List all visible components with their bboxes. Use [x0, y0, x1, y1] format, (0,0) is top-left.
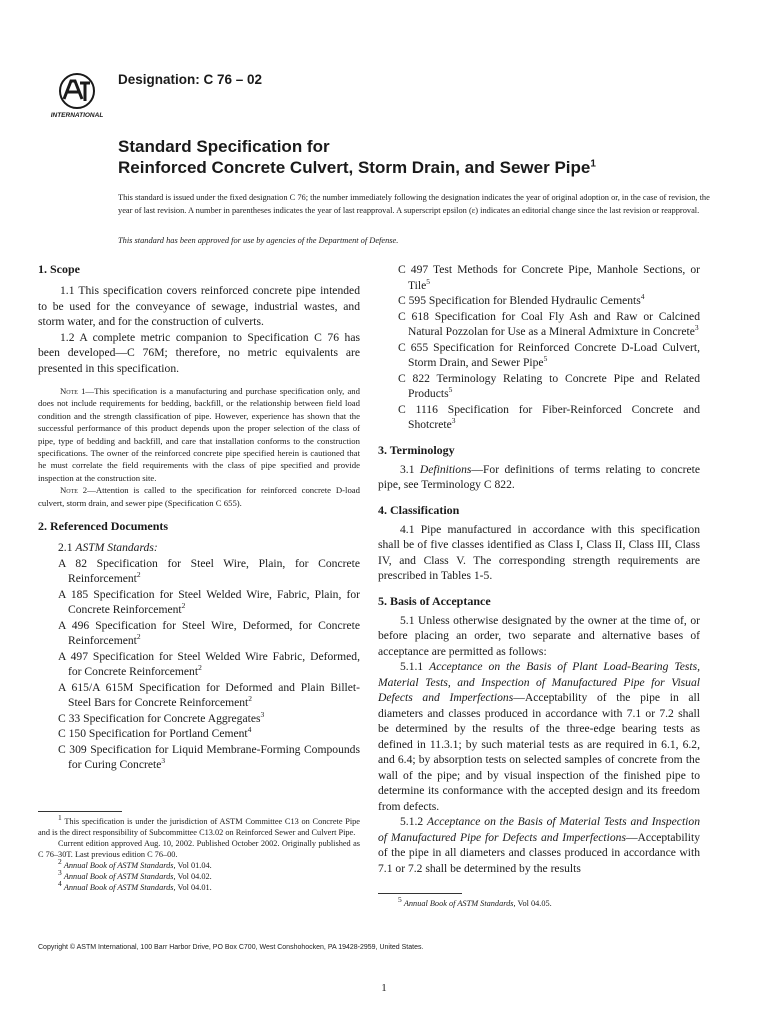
footnote-4: $^4$ Annual Book of ASTM Standards, Vol 04.01.: [58, 879, 212, 892]
astm-logo: [42, 71, 112, 119]
issued-notice: This standard is issued under the fixed designation C 76; the number immediately following the designation indicates the year of original adoption or, in the case of revision, the year of last revision. A number in parentheses indicates the year of last reapproval. A superscript epsilon (ε) indicates an editorial change since the last revision or reapproval.: [118, 193, 710, 215]
ref-c150: C 150 Specification for Portland Cement$^4$: [58, 725, 252, 741]
ref-a82: A 82 Specification for Steel Wire, Plain, for Concrete Reinforcement$^2$: [58, 556, 360, 586]
ref-c33: C 33 Specification for Concrete Aggregates$^3$: [58, 709, 265, 725]
ref-a496: A 496 Specification for Steel Wire, Deformed, for Concrete Reinforcement$^2$: [58, 618, 360, 648]
page-number: 1: [381, 982, 387, 994]
footnote-rule-right: [378, 893, 462, 894]
ref-a497: A 497 Specification for Steel Welded Wire Fabric, Deformed, for Concrete Reinforcement$^2$: [58, 649, 360, 679]
astm-standards-label: 2.1 ASTM Standards:: [58, 541, 158, 555]
ref-c1116: C 1116 Specification for Fiber-Reinforced Concrete and Shotcrete$^3$: [398, 402, 700, 431]
section-heading-referenced: 2. Referenced Documents: [38, 519, 169, 534]
left-column: [38, 262, 360, 773]
acceptance-para-5-1: 5.1 Unless otherwise designated by the owner at the time of, or before placing an order, two separate and alternative bases of acceptance are permitted as follows:: [378, 613, 700, 658]
footnote-1: $^1$ This specification is under the jurisdiction of ASTM Committee C13 on Concrete Pipe and is the direct responsibility of Subcommittee C13.02 on Reinforced Sewer and Culvert Pipe.: [38, 813, 360, 837]
terminology-para-3-1: 3.1 Definitions—For definitions of terms relating to concrete pipe, see Terminology C 822.: [378, 462, 700, 491]
document-title: [118, 136, 718, 178]
footnote-2: $^2$ Annual Book of ASTM Standards, Vol 01.04.: [58, 857, 212, 870]
footnote-5: $^5$ Annual Book of ASTM Standards, Vol 04.05.: [398, 895, 552, 908]
acceptance-para-5-1-2: 5.1.2 Acceptance on the Basis of Material Tests and Inspection of Manufactured Pipe for Defects and Imperfections—Acceptability of the pipe in all diameters and classes produced in accordance with 7.1 or 7.2 shall be determined by the results: [378, 815, 700, 875]
approved-notice: This standard has been approved for use by agencies of the Department of Defense.: [118, 236, 399, 245]
section-heading-classification: 4. Classification: [378, 502, 460, 517]
footnotes-right: [378, 895, 700, 909]
logo-text: INTERNATIONAL: [50, 112, 104, 119]
right-column: [378, 262, 700, 876]
section-heading-acceptance: 5. Basis of Acceptance: [378, 593, 491, 608]
footnote-rule: [38, 811, 122, 812]
section-heading-scope: 1. Scope: [38, 262, 80, 276]
ref-c497: C 497 Test Methods for Concrete Pipe, Manhole Sections, or Tile$^5$: [398, 263, 700, 292]
ref-c618: C 618 Specification for Coal Fly Ash and Raw or Calcined Natural Pozzolan for Use as a Mineral Admixture in Concrete$^3$: [398, 309, 700, 338]
ref-c595: C 595 Specification for Blended Hydraulic Cements$^4$: [398, 292, 645, 307]
title-footnote-mark: 1: [590, 158, 596, 170]
classification-para-4-1: 4.1 Pipe manufactured in accordance with this specification shall be of five classes identified as Class I, Class II, Class III, Class IV, and Class V. The corresponding strength requirements are prescribed in Tables 1-5.: [378, 522, 700, 582]
note-1: Note 1—This specification is a manufacturing and purchase specification only, and does not include requirements for bedding, backfill, or the relationship between field load condition and the strength classification of pipe. However, experience has shown that the successful performance of this product depends upon the proper selection of the class of pipe, type of bedding and backfill, and care that installation conforms to the construction specifications. The owner of the reinforced concrete pipe specified herein is cautioned that he must correlate the field requirements with the class of pipe specified and provide inspection at the construction site.: [38, 386, 360, 483]
footnote-3: $^3$ Annual Book of ASTM Standards, Vol 04.02.: [58, 868, 212, 881]
ref-c655: C 655 Specification for Reinforced Concrete D-Load Culvert, Storm Drain, and Sewer Pipe$^5$: [398, 340, 700, 369]
section-heading-terminology: 3. Terminology: [378, 442, 455, 457]
footnote-1-edition: Current edition approved Aug. 10, 2002. Published October 2002. Originally published as C 76–30T. Last previous edition C 76–00.: [38, 839, 360, 859]
scope-para-1-2: 1.2 A complete metric companion to Specification C 76 has been developed—C 76M; therefore, no metric equivalents are presented in this specification.: [38, 330, 360, 375]
copyright-notice: Copyright © ASTM International, 100 Barr Harbor Drive, PO Box C700, West Conshohocken, PA 19428-2959, United States.: [38, 944, 424, 951]
footnotes-left: [38, 813, 360, 893]
ref-c822: C 822 Terminology Relating to Concrete Pipe and Related Products$^5$: [398, 371, 700, 400]
acceptance-para-5-1-1: 5.1.1 Acceptance on the Basis of Plant Load-Bearing Tests, Material Tests, and Inspection of Manufactured Pipe for Visual Defects and Imperfections—Acceptability of the pipe in all diameters and classes produced in accordance with 7.1 or 7.2 shall be determined by the results of the three-edge bearing tests as defined in 11.3.1; by such material tests as are required in 6.1, 6.2, and 6.4; by absorption tests on selected samples of concrete from the wall of the pipe; and by visual inspection of the finished pipe to determine its conformance with the accepted design and its freedom from defects.: [378, 660, 701, 813]
title-line-2: Reinforced Concrete Culvert, Storm Drain, and Sewer Pipe$^1$: [118, 158, 596, 177]
ref-a615: A 615/A 615M Specification for Deformed and Plain Billet-Steel Bars for Concrete Reinforcement$^2$: [58, 680, 360, 710]
scope-para-1-1: 1.1 This specification covers reinforced concrete pipe intended to be used for the conveyance of sewage, industrial wastes, and storm water, and for the construction of culverts.: [38, 284, 360, 328]
ref-c309: C 309 Specification for Liquid Membrane-Forming Compounds for Curing Concrete$^3$: [58, 742, 360, 772]
title-line-1: Standard Specification for: [118, 137, 330, 156]
ref-a185: A 185 Specification for Steel Welded Wire, Fabric, Plain, for Concrete Reinforcement$^2$: [58, 587, 360, 617]
note-2: Note 2—Attention is called to the specification for reinforced concrete D-load culvert, storm drain, and sewer pipe (Specification C 655).: [38, 485, 360, 508]
designation: Designation: C 76 – 02: [118, 72, 263, 87]
